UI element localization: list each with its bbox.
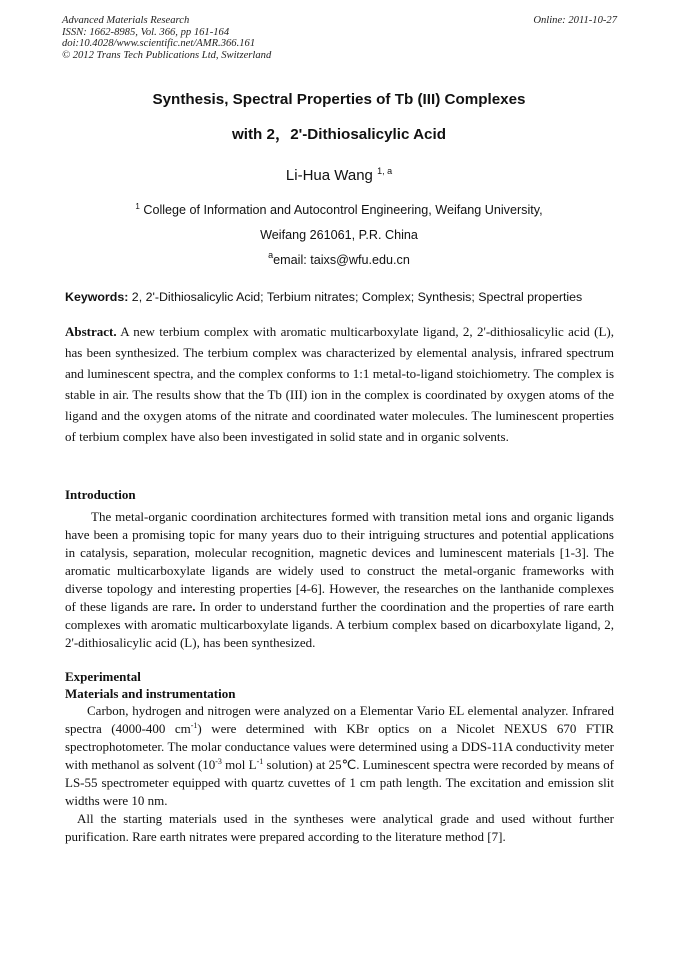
experimental-paragraph-2: All the starting materials used in the syntheses were analytical grade and used without further purification. Rare earth nitrates were prepared according to the literature method [7].	[65, 811, 614, 844]
keywords-label: Keywords:	[65, 290, 129, 304]
author-name: Li-Hua Wang	[285, 167, 378, 184]
journal-header	[62, 15, 617, 61]
journal-doi: doi:10.4028/www.scientific.net/AMR.366.161	[62, 38, 256, 50]
email-marker: a	[268, 250, 274, 260]
materials-subheading: Materials and instrumentation	[65, 686, 236, 701]
affiliation-line1: $^1$ College of Information and Autocontrol Engineering, Weifang University,	[135, 202, 543, 217]
affiliation-marker: 1	[135, 202, 140, 211]
author-affiliation-marker: 1, a	[377, 166, 393, 176]
online-date: Online: 2011-10-27	[533, 15, 617, 26]
author-email: $^a$email: taixs@wfu.edu.cn	[268, 250, 410, 267]
experimental-heading: Experimental	[65, 669, 141, 684]
journal-copyright: © 2012 Trans Tech Publications Ltd, Switzerland	[62, 49, 272, 61]
affiliation-line2: Weifang 261061, P.R. China	[260, 228, 418, 242]
journal-name: Advanced Materials Research	[62, 15, 190, 26]
experimental-paragraph-1: Carbon, hydrogen and nitrogen were analyzed on a Elementar Vario EL elemental analyzer. Infrared spectra (4000-400 $cm^{-1}$) were determined with KBr optics on a Nicolet NEXUS 670 FTIR spectrophotometer. The molar conductance values were determined using a DDS-11A conductivity meter with methanol as solvent ($10^{-3}$ mol $L^{-1}$ solution) at 25℃. Luminescent spectra were recorded by means of LS-55 spectrometer equipped with quartz cuvettes of 1 cm path length. The excitation and emission slit widths were 10 nm.	[65, 703, 615, 808]
abstract-text: A new terbium complex with aromatic multicarboxylate ligand, 2, 2'-dithiosalicylic acid (L), has been synthesized. The terbium complex was characterized by elemental analysis, infrared spectrum and luminescent spectra, and the complex conforms to 1:1 metal-to-ligand stoichiometry. The complex is stable in air. The results show that the Tb (III) ion in the complex is coordinated by oxygen atoms of the ligand and the oxygen atoms of the nitrate and coordinated water molecules. The luminescent properties of terbium complex have also been investigated in solid state and in organic solvents.	[65, 324, 614, 444]
author	[40, 167, 638, 185]
keywords	[65, 290, 615, 305]
introduction-paragraph: The metal-organic coordination architectures formed with transition metal ions and organic ligands have been a promising topic for many years duo to their intriguing structures and potential applications in catalysis, separation, molecular recognition, magnetic devices and luminescent materials [1-3]. The aromatic multicarboxylate ligands are widely used to construct the metal-organic frameworks with diverse topology and interesting properties [4-6]. However, the researches on the lanthanide complexes of these ligands are rare. In order to understand further the coordination and the properties of rare earth complexes with aromatic multicarboxylate ligands. A terbium complex based on dicarboxylate ligand, 2, 2'-dithiosalicylic acid (L), has been synthesized.	[65, 509, 614, 650]
keywords-text: 2, 2'-Dithiosalicylic Acid; Terbium nitrates; Complex; Synthesis; Spectral properties	[128, 290, 583, 304]
paper-title-line2: with 2，2'-Dithiosalicylic Acid	[231, 126, 447, 143]
introduction-heading: Introduction	[65, 487, 136, 502]
paper-title-line1: Synthesis, Spectral Properties of Tb (III) Complexes	[152, 91, 526, 108]
journal-issn: ISSN: 1662-8985, Vol. 366, pp 161-164	[62, 26, 230, 38]
abstract-label: Abstract.	[65, 324, 117, 339]
experimental-body	[65, 702, 614, 846]
abstract	[65, 321, 614, 447]
